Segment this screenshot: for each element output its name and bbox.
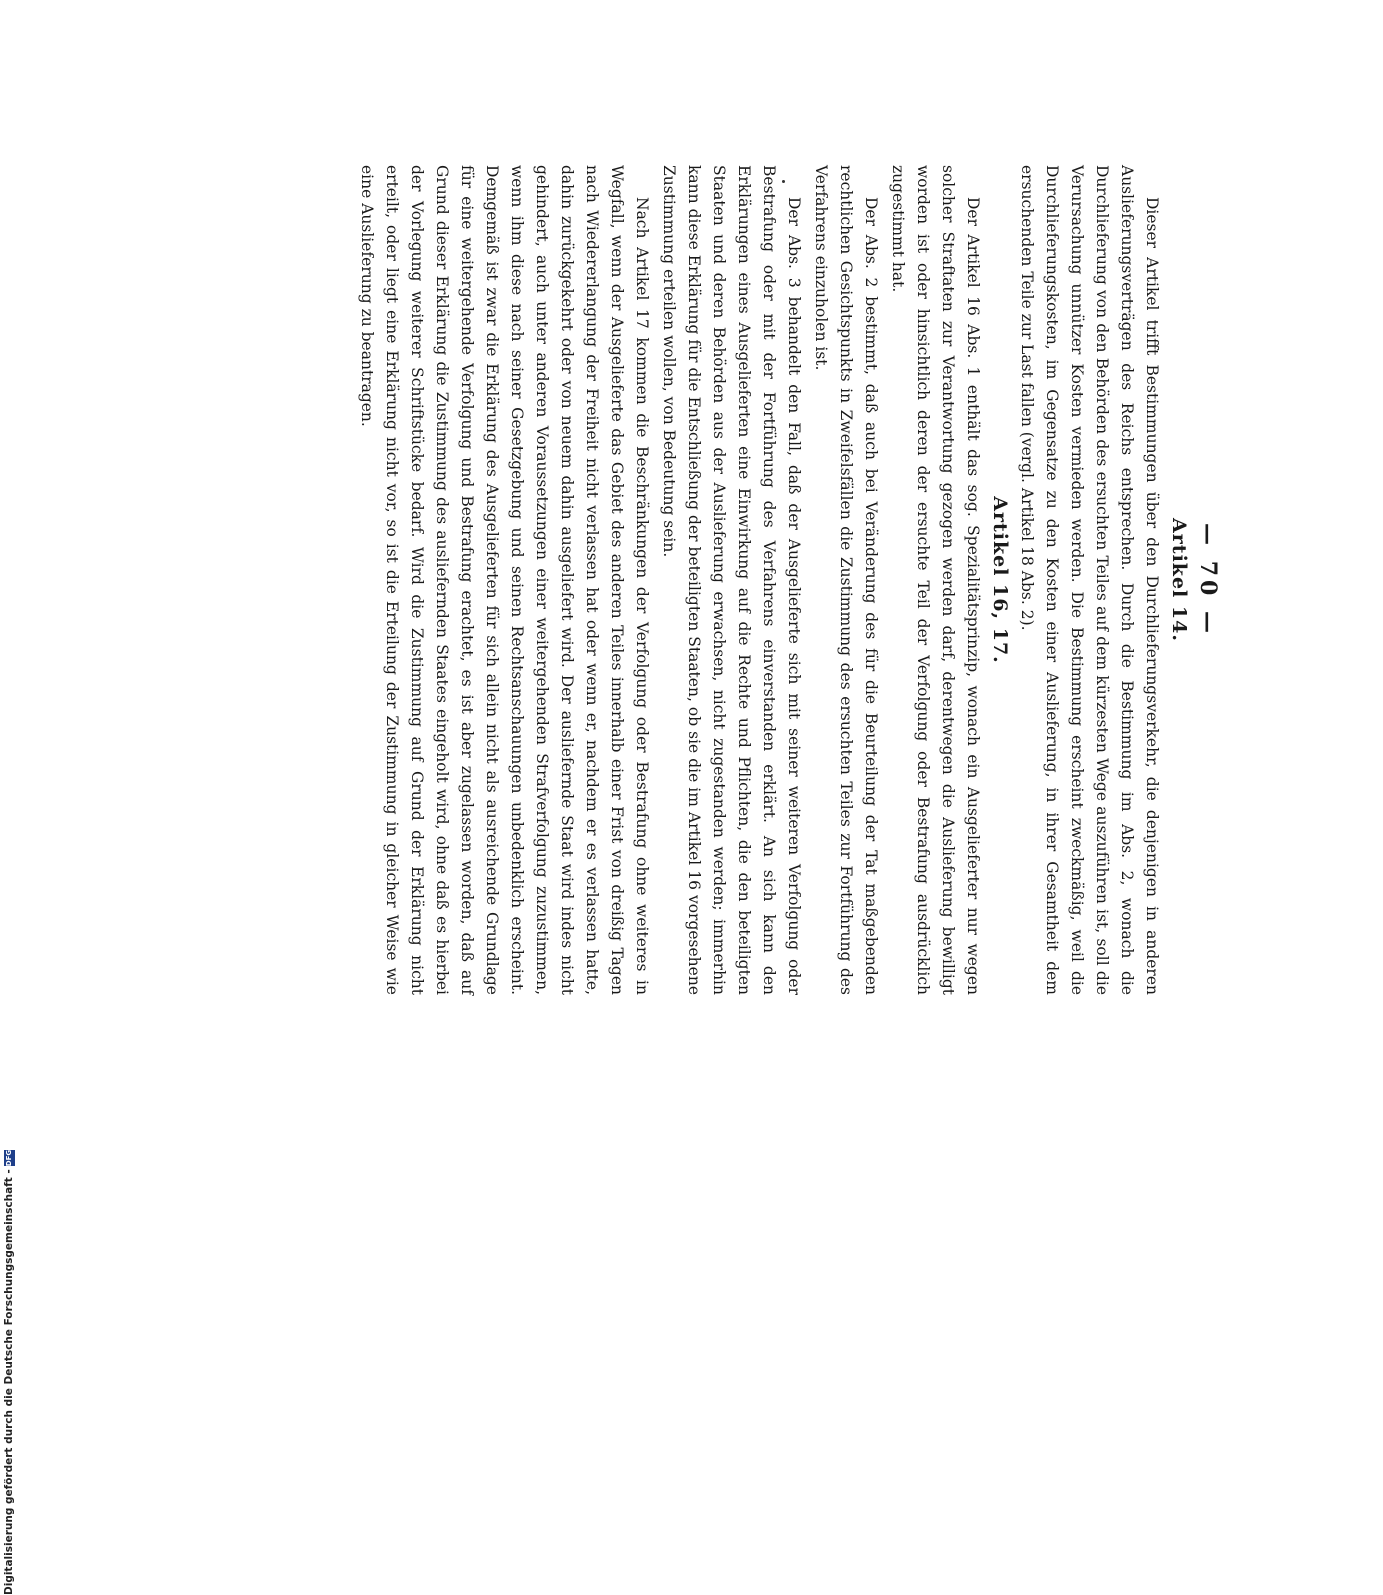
paragraph: Der Abs. 2 bestimmt, daß auch bei Veränderung des für die Beurteilung der Tat maßgebenden rechtlichen Gesichtspunkts in Zweifelsfällen die Zustimmung des ersuchten Teiles zur Fortführung des Verfahrens einzuholen ist. — [812, 165, 880, 995]
page-number: — 70 — — [1195, 523, 1221, 637]
paragraph: Der Abs. 3 behandelt den Fall, daß der Ausgelieferte sich mit seiner weiteren Verfolgung oder Bestrafung oder mit der Fortführung des Verfahrens einverstanden erklärt. An sich kann den Erklärungen eines Ausgelieferten eine Einwirkung auf die Rechte und Pflichten, die den beteiligten Staaten und deren Behörden aus der Auslieferung erwachsen, nicht zugestanden werden; immerhin kann diese Erklärung für die Entschließung der beteiligten Staaten, ob sie die im Artikel 16 vorgesehene Zustimmung erteilen wollen, von Bedeutung sein. — [660, 165, 803, 995]
section-heading: Artikel 14. — [1168, 518, 1190, 642]
section-heading: Artikel 16, 17. — [989, 496, 1011, 664]
digitization-footer — [2, 1149, 16, 1595]
paragraph: Nach Artikel 17 kommen die Beschränkungen der Verfolgung oder Bestrafung ohne weiteres in Wegfall, wenn der Ausgelieferte das Gebiet des anderen Teiles innerhalb einer Frist von dreißig Tagen nach Wiedererlangung der Freiheit nicht verlassen hat oder wenn er, nachdem er es verlassen hatte, dahin zurückgekehrt oder von neuem dahin ausgeliefert wird. Der ausliefernde Staat wird indes nicht gehindert, auch unter anderen Voraussetzungen einer weitergehenden Strafverfolgung zuzustimmen, wenn ihm diese nach seiner Gesetzgebung und seinen Rechtsanschauungen unbedenklich erscheint. Demgemäß ist zwar die Erklärung des Ausgelieferten für sich allein nicht als ausreichende Grundlage für eine weitergehende Verfolgung und Bestrafung erachtet, es ist aber zugelassen worden, daß auf Grund dieser Erklärung die Zustimmung des ausliefernden Staates eingeholt wird, ohne daß es hierbei der Vorlegung weiterer Schriftstücke bedarf. Wird die Zustimmung auf Grund der Erklärung nicht erteilt, oder liegt eine Erklärung nicht vor, so ist die Erteilung der Zustimmung in gleicher Weise wie eine Auslieferung zu beantragen. — [358, 165, 651, 995]
dfg-logo-icon: DFG — [4, 1149, 13, 1167]
footer-text: Digitalisierung gefördert durch die Deutsche Forschungsgemeinschaft - — [3, 1169, 15, 1595]
paragraph: Dieser Artikel trifft Bestimmungen über den Durchlieferungsverkehr, die denjenigen in anderen Auslieferungsverträgen des Reichs entsprechen. Durch die Bestimmung im Abs. 2, wonach die Durchlieferung von den Behörden des ersuchten Teiles auf dem kürzesten Wege auszuführen ist, soll die Verursachung unnützer Kosten vermieden werden. Die Bestimmung erscheint zweckmäßig, weil die Durchlieferungskosten, im Gegensatze zu den Kosten einer Auslieferung, in ihrer Gesamtheit dem ersuchenden Teile zur Last fallen (vergl. Artikel 18 Abs. 2). — [1018, 165, 1161, 995]
paragraph: Der Artikel 16 Abs. 1 enthält das sog. Spezialitätsprinzip, wonach ein Ausgelieferter nur wegen solcher Straftaten zur Verantwortung gezogen werden darf, derentwegen die Auslieferung bewilligt worden ist oder hinsichtlich deren der ersuchte Teil der Verfolgung oder Bestrafung ausdrücklich zugestimmt hat. — [889, 165, 982, 995]
ink-speck — [782, 180, 785, 183]
rotated-page-frame — [270, 165, 1220, 995]
page-content — [270, 165, 1220, 995]
